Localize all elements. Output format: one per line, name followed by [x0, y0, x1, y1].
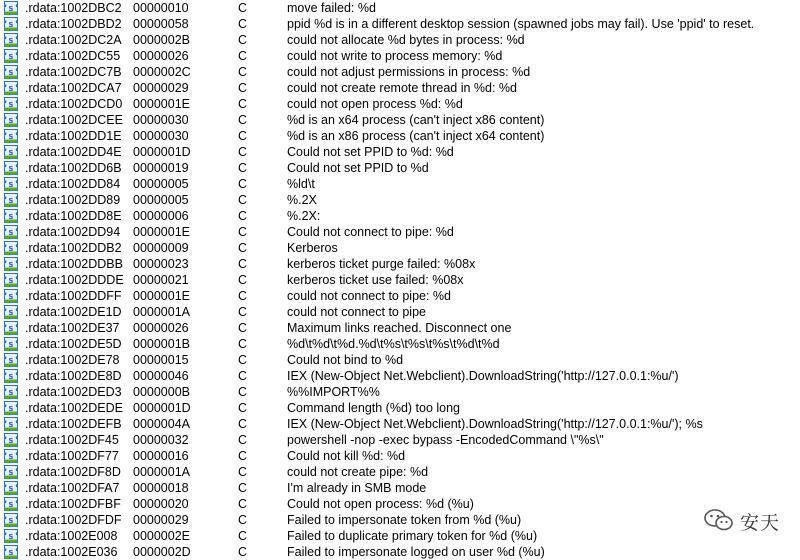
table-row[interactable] — [0, 192, 800, 208]
string-cell: IEX (New-Object Net.Webclient).DownloadString('http://127.0.0.1:%u/'); %s — [287, 417, 703, 431]
type-cell: C — [238, 401, 248, 415]
type-cell: C — [238, 241, 248, 255]
string-cell: Command length (%d) too long — [287, 401, 461, 415]
type-cell: C — [238, 369, 248, 383]
address-cell: .rdata:1002DE8D — [25, 369, 122, 383]
table-row[interactable] — [0, 304, 800, 320]
length-cell: 00000029 — [133, 513, 189, 527]
svg-text:'s': 's' — [2, 468, 20, 478]
string-cell: could not connect to pipe: %d — [287, 289, 452, 303]
string-cell: Maximum links reached. Disconnect one — [287, 321, 512, 335]
type-cell: C — [238, 337, 248, 351]
string-cell: could not connect to pipe — [287, 305, 426, 319]
type-cell: C — [238, 433, 248, 447]
table-row[interactable] — [0, 208, 800, 224]
string-cell: powershell -nop -exec bypass -EncodedCommand \"%s\" — [287, 433, 604, 447]
length-cell: 00000020 — [133, 497, 189, 511]
string-cell: Could not connect to pipe: %d — [287, 225, 454, 239]
string-cell: Failed to duplicate primary token for %d (%u) — [287, 529, 538, 543]
address-cell: .rdata:1002DFA7 — [25, 481, 120, 495]
svg-text:'s': 's' — [2, 260, 20, 270]
table-row[interactable] — [0, 240, 800, 256]
address-cell: .rdata:1002DD1E — [25, 129, 122, 143]
address-cell: .rdata:1002DDFF — [25, 289, 122, 303]
string-cell: could not adjust permissions in process: %d — [287, 65, 531, 79]
string-literal-icon — [4, 481, 18, 495]
string-literal-icon — [4, 369, 18, 383]
length-cell: 00000015 — [133, 353, 189, 367]
length-cell: 0000001D — [133, 145, 191, 159]
string-literal-icon — [4, 385, 18, 399]
svg-text:'s': 's' — [2, 148, 20, 158]
table-row[interactable] — [0, 464, 800, 480]
address-cell: .rdata:1002DD84 — [25, 177, 121, 191]
svg-text:'s': 's' — [2, 212, 20, 222]
svg-text:'s': 's' — [2, 340, 20, 350]
table-row[interactable] — [0, 96, 800, 112]
svg-text:'s': 's' — [2, 164, 20, 174]
string-literal-icon — [4, 193, 18, 207]
svg-text:'s': 's' — [2, 548, 20, 558]
string-literal-icon — [4, 161, 18, 175]
length-cell: 00000029 — [133, 81, 189, 95]
address-cell: .rdata:1002DCA7 — [25, 81, 122, 95]
length-cell: 00000016 — [133, 449, 189, 463]
table-row[interactable] — [0, 224, 800, 240]
svg-text:'s': 's' — [2, 532, 20, 542]
length-cell: 00000058 — [133, 17, 189, 31]
address-cell: .rdata:1002DC55 — [25, 49, 121, 63]
string-cell: %d\t%d\t%d.%d\t%s\t%s\t%s\t%d\t%d — [287, 337, 500, 351]
wechat-icon — [704, 508, 734, 535]
type-cell: C — [238, 145, 248, 159]
length-cell: 00000030 — [133, 113, 189, 127]
string-literal-icon — [4, 65, 18, 79]
string-cell: Could not set PPID to %d: %d — [287, 145, 454, 159]
string-literal-icon — [4, 81, 18, 95]
length-cell: 0000000B — [133, 385, 191, 399]
type-cell: C — [238, 1, 248, 15]
address-cell: .rdata:1002DD6B — [25, 161, 122, 175]
table-row[interactable] — [0, 160, 800, 176]
string-cell: Could not set PPID to %d — [287, 161, 429, 175]
length-cell: 0000001A — [133, 305, 191, 319]
string-cell: kerberos ticket use failed: %08x — [287, 273, 464, 287]
type-cell: C — [238, 465, 248, 479]
string-literal-icon — [4, 113, 18, 127]
svg-text:'s': 's' — [2, 276, 20, 286]
svg-text:'s': 's' — [2, 20, 20, 30]
type-cell: C — [238, 273, 248, 287]
type-cell: C — [238, 129, 248, 143]
table-row[interactable] — [0, 432, 800, 448]
table-row[interactable] — [0, 176, 800, 192]
address-cell: .rdata:1002DCEE — [25, 113, 123, 127]
svg-text:'s': 's' — [2, 420, 20, 430]
type-cell: C — [238, 513, 248, 527]
string-cell: kerberos ticket purge failed: %08x — [287, 257, 476, 271]
svg-text:'s': 's' — [2, 36, 20, 46]
length-cell: 00000026 — [133, 49, 189, 63]
type-cell: C — [238, 257, 248, 271]
svg-text:'s': 's' — [2, 100, 20, 110]
length-cell: 0000002D — [133, 545, 191, 559]
string-cell: ppid %d is in a different desktop session (spawned jobs may fail). Use 'ppid' to reset. — [287, 17, 755, 31]
string-literal-icon — [4, 337, 18, 351]
string-literal-icon — [4, 17, 18, 31]
svg-text:'s': 's' — [2, 180, 20, 190]
table-row[interactable] — [0, 336, 800, 352]
table-row[interactable] — [0, 352, 800, 368]
string-literal-icon — [4, 145, 18, 159]
svg-text:'s': 's' — [2, 324, 20, 334]
table-row[interactable] — [0, 0, 800, 16]
length-cell: 00000010 — [133, 1, 189, 15]
string-literal-icon — [4, 1, 18, 15]
table-row[interactable] — [0, 368, 800, 384]
string-cell: Could not bind to %d — [287, 353, 404, 367]
string-cell: I'm already in SMB mode — [287, 481, 427, 495]
address-cell: .rdata:1002DE78 — [25, 353, 120, 367]
string-literal-icon — [4, 401, 18, 415]
svg-text:'s': 's' — [2, 52, 20, 62]
string-cell: %d is an x64 process (can't inject x86 content) — [287, 113, 545, 127]
length-cell: 0000002E — [133, 529, 191, 543]
table-row[interactable] — [0, 64, 800, 80]
address-cell: .rdata:1002DBC2 — [25, 1, 122, 15]
table-row[interactable] — [0, 480, 800, 496]
string-literal-icon — [4, 417, 18, 431]
type-cell: C — [238, 385, 248, 399]
address-cell: .rdata:1002DD4E — [25, 145, 122, 159]
type-cell: C — [238, 97, 248, 111]
address-cell: .rdata:1002E036 — [25, 545, 118, 559]
string-literal-icon — [4, 225, 18, 239]
table-row[interactable] — [0, 256, 800, 272]
type-cell: C — [238, 321, 248, 335]
address-cell: .rdata:1002DED3 — [25, 385, 122, 399]
address-cell: .rdata:1002DF8D — [25, 465, 121, 479]
address-cell: .rdata:1002DDBB — [25, 257, 123, 271]
svg-text:'s': 's' — [2, 436, 20, 446]
svg-text:'s': 's' — [2, 516, 20, 526]
length-cell: 00000005 — [133, 193, 189, 207]
address-cell: .rdata:1002DBD2 — [25, 17, 122, 31]
svg-text:'s': 's' — [2, 372, 20, 382]
length-cell: 0000001B — [133, 337, 191, 351]
table-row[interactable] — [0, 16, 800, 32]
string-literal-icon — [4, 465, 18, 479]
type-cell: C — [238, 449, 248, 463]
type-cell: C — [238, 49, 248, 63]
length-cell: 00000005 — [133, 177, 189, 191]
length-cell: 00000026 — [133, 321, 189, 335]
type-cell: C — [238, 225, 248, 239]
table-row[interactable] — [0, 80, 800, 96]
string-cell: move failed: %d — [287, 1, 376, 15]
string-literal-icon — [4, 273, 18, 287]
svg-text:'s': 's' — [2, 404, 20, 414]
length-cell: 00000032 — [133, 433, 189, 447]
string-cell: could not create pipe: %d — [287, 465, 429, 479]
length-cell: 00000018 — [133, 481, 189, 495]
string-cell: %.2X — [287, 193, 317, 207]
type-cell: C — [238, 481, 248, 495]
table-row[interactable] — [0, 144, 800, 160]
string-cell: %%IMPORT%% — [287, 385, 380, 399]
svg-text:'s': 's' — [2, 308, 20, 318]
svg-text:'s': 's' — [2, 500, 20, 510]
string-literal-icon — [4, 241, 18, 255]
address-cell: .rdata:1002DD89 — [25, 193, 121, 207]
length-cell: 00000006 — [133, 209, 189, 223]
string-literal-icon — [4, 305, 18, 319]
svg-text:'s': 's' — [2, 356, 20, 366]
length-cell: 0000001E — [133, 289, 191, 303]
string-literal-icon — [4, 177, 18, 191]
address-cell: .rdata:1002DC7B — [25, 65, 122, 79]
type-cell: C — [238, 161, 248, 175]
string-cell: IEX (New-Object Net.Webclient).DownloadString('http://127.0.0.1:%u/') — [287, 369, 679, 383]
length-cell: 0000001D — [133, 401, 191, 415]
length-cell: 00000023 — [133, 257, 189, 271]
string-literal-icon — [4, 289, 18, 303]
watermark-text: 安天 — [739, 511, 780, 534]
string-literal-icon — [4, 353, 18, 367]
string-literal-icon — [4, 33, 18, 47]
address-cell: .rdata:1002DC2A — [25, 33, 122, 47]
string-literal-icon — [4, 209, 18, 223]
type-cell: C — [238, 17, 248, 31]
string-cell: Failed to impersonate token from %d (%u) — [287, 513, 522, 527]
address-cell: .rdata:1002DD8E — [25, 209, 122, 223]
string-literal-icon — [4, 257, 18, 271]
address-cell: .rdata:1002DFDF — [25, 513, 122, 527]
string-cell: could not allocate %d bytes in process: %d — [287, 33, 525, 47]
length-cell: 0000001A — [133, 465, 191, 479]
type-cell: C — [238, 209, 248, 223]
type-cell: C — [238, 497, 248, 511]
table-row[interactable] — [0, 496, 800, 512]
length-cell: 00000030 — [133, 129, 189, 143]
table-row[interactable] — [0, 288, 800, 304]
string-literal-icon — [4, 129, 18, 143]
type-cell: C — [238, 417, 248, 431]
string-cell: Kerberos — [287, 241, 338, 255]
address-cell: .rdata:1002DE5D — [25, 337, 122, 351]
svg-text:'s': 's' — [2, 244, 20, 254]
table-row[interactable] — [0, 544, 800, 560]
string-cell: Failed to impersonate logged on user %d (%u) — [287, 545, 545, 559]
string-literal-icon — [4, 97, 18, 111]
svg-text:'s': 's' — [2, 292, 20, 302]
string-cell: %ld\t — [287, 177, 315, 191]
table-row[interactable] — [0, 320, 800, 336]
string-literal-icon — [4, 513, 18, 527]
table-row[interactable] — [0, 32, 800, 48]
table-row[interactable] — [0, 272, 800, 288]
address-cell: .rdata:1002DE37 — [25, 321, 120, 335]
string-literal-icon — [4, 321, 18, 335]
length-cell: 00000009 — [133, 241, 189, 255]
length-cell: 0000001E — [133, 97, 191, 111]
svg-text:'s': 's' — [2, 68, 20, 78]
length-cell: 00000021 — [133, 273, 189, 287]
string-cell: could not write to process memory: %d — [287, 49, 503, 63]
svg-text:'s': 's' — [2, 452, 20, 462]
address-cell: .rdata:1002DD94 — [25, 225, 121, 239]
svg-text:'s': 's' — [2, 228, 20, 238]
address-cell: .rdata:1002DCD0 — [25, 97, 123, 111]
type-cell: C — [238, 113, 248, 127]
svg-text:'s': 's' — [2, 84, 20, 94]
table-row[interactable] — [0, 448, 800, 464]
string-cell: %.2X: — [287, 209, 321, 223]
length-cell: 00000019 — [133, 161, 189, 175]
type-cell: C — [238, 177, 248, 191]
string-literal-icon — [4, 545, 18, 559]
length-cell: 0000001E — [133, 225, 191, 239]
string-literal-icon — [4, 449, 18, 463]
svg-text:'s': 's' — [2, 116, 20, 126]
string-cell: could not open process %d: %d — [287, 97, 463, 111]
address-cell: .rdata:1002DF45 — [25, 433, 119, 447]
table-row[interactable] — [0, 400, 800, 416]
type-cell: C — [238, 529, 248, 543]
string-cell: Could not open process: %d (%u) — [287, 497, 474, 511]
table-row[interactable] — [0, 48, 800, 64]
address-cell: .rdata:1002E008 — [25, 529, 118, 543]
length-cell: 00000046 — [133, 369, 189, 383]
type-cell: C — [238, 81, 248, 95]
address-cell: .rdata:1002DDB2 — [25, 241, 122, 255]
length-cell: 0000002B — [133, 33, 191, 47]
svg-text:'s': 's' — [2, 484, 20, 494]
string-literal-icon — [4, 49, 18, 63]
svg-text:'s': 's' — [2, 196, 20, 206]
address-cell: .rdata:1002DE1D — [25, 305, 122, 319]
string-literal-icon — [4, 497, 18, 511]
type-cell: C — [238, 305, 248, 319]
table-row[interactable] — [0, 128, 800, 144]
address-cell: .rdata:1002DEFB — [25, 417, 122, 431]
length-cell: 0000004A — [133, 417, 191, 431]
address-cell: .rdata:1002DFBF — [25, 497, 121, 511]
svg-text:'s': 's' — [2, 4, 20, 14]
svg-text:'s': 's' — [2, 132, 20, 142]
table-row[interactable] — [0, 528, 800, 544]
type-cell: C — [238, 353, 248, 367]
table-row[interactable] — [0, 512, 800, 528]
type-cell: C — [238, 33, 248, 47]
type-cell: C — [238, 289, 248, 303]
address-cell: .rdata:1002DDDE — [25, 273, 124, 287]
table-row[interactable] — [0, 384, 800, 400]
type-cell: C — [238, 193, 248, 207]
string-cell: could not create remote thread in %d: %d — [287, 81, 517, 95]
watermark — [700, 505, 784, 537]
string-cell: %d is an x86 process (can't inject x64 content) — [287, 129, 545, 143]
table-row[interactable] — [0, 416, 800, 432]
type-cell: C — [238, 65, 248, 79]
string-cell: Could not kill %d: %d — [287, 449, 406, 463]
type-cell: C — [238, 545, 248, 559]
svg-text:'s': 's' — [2, 388, 20, 398]
string-literal-icon — [4, 529, 18, 543]
string-literal-icon — [4, 433, 18, 447]
table-row[interactable] — [0, 112, 800, 128]
length-cell: 0000002C — [133, 65, 191, 79]
address-cell: .rdata:1002DEDE — [25, 401, 123, 415]
address-cell: .rdata:1002DF77 — [25, 449, 119, 463]
